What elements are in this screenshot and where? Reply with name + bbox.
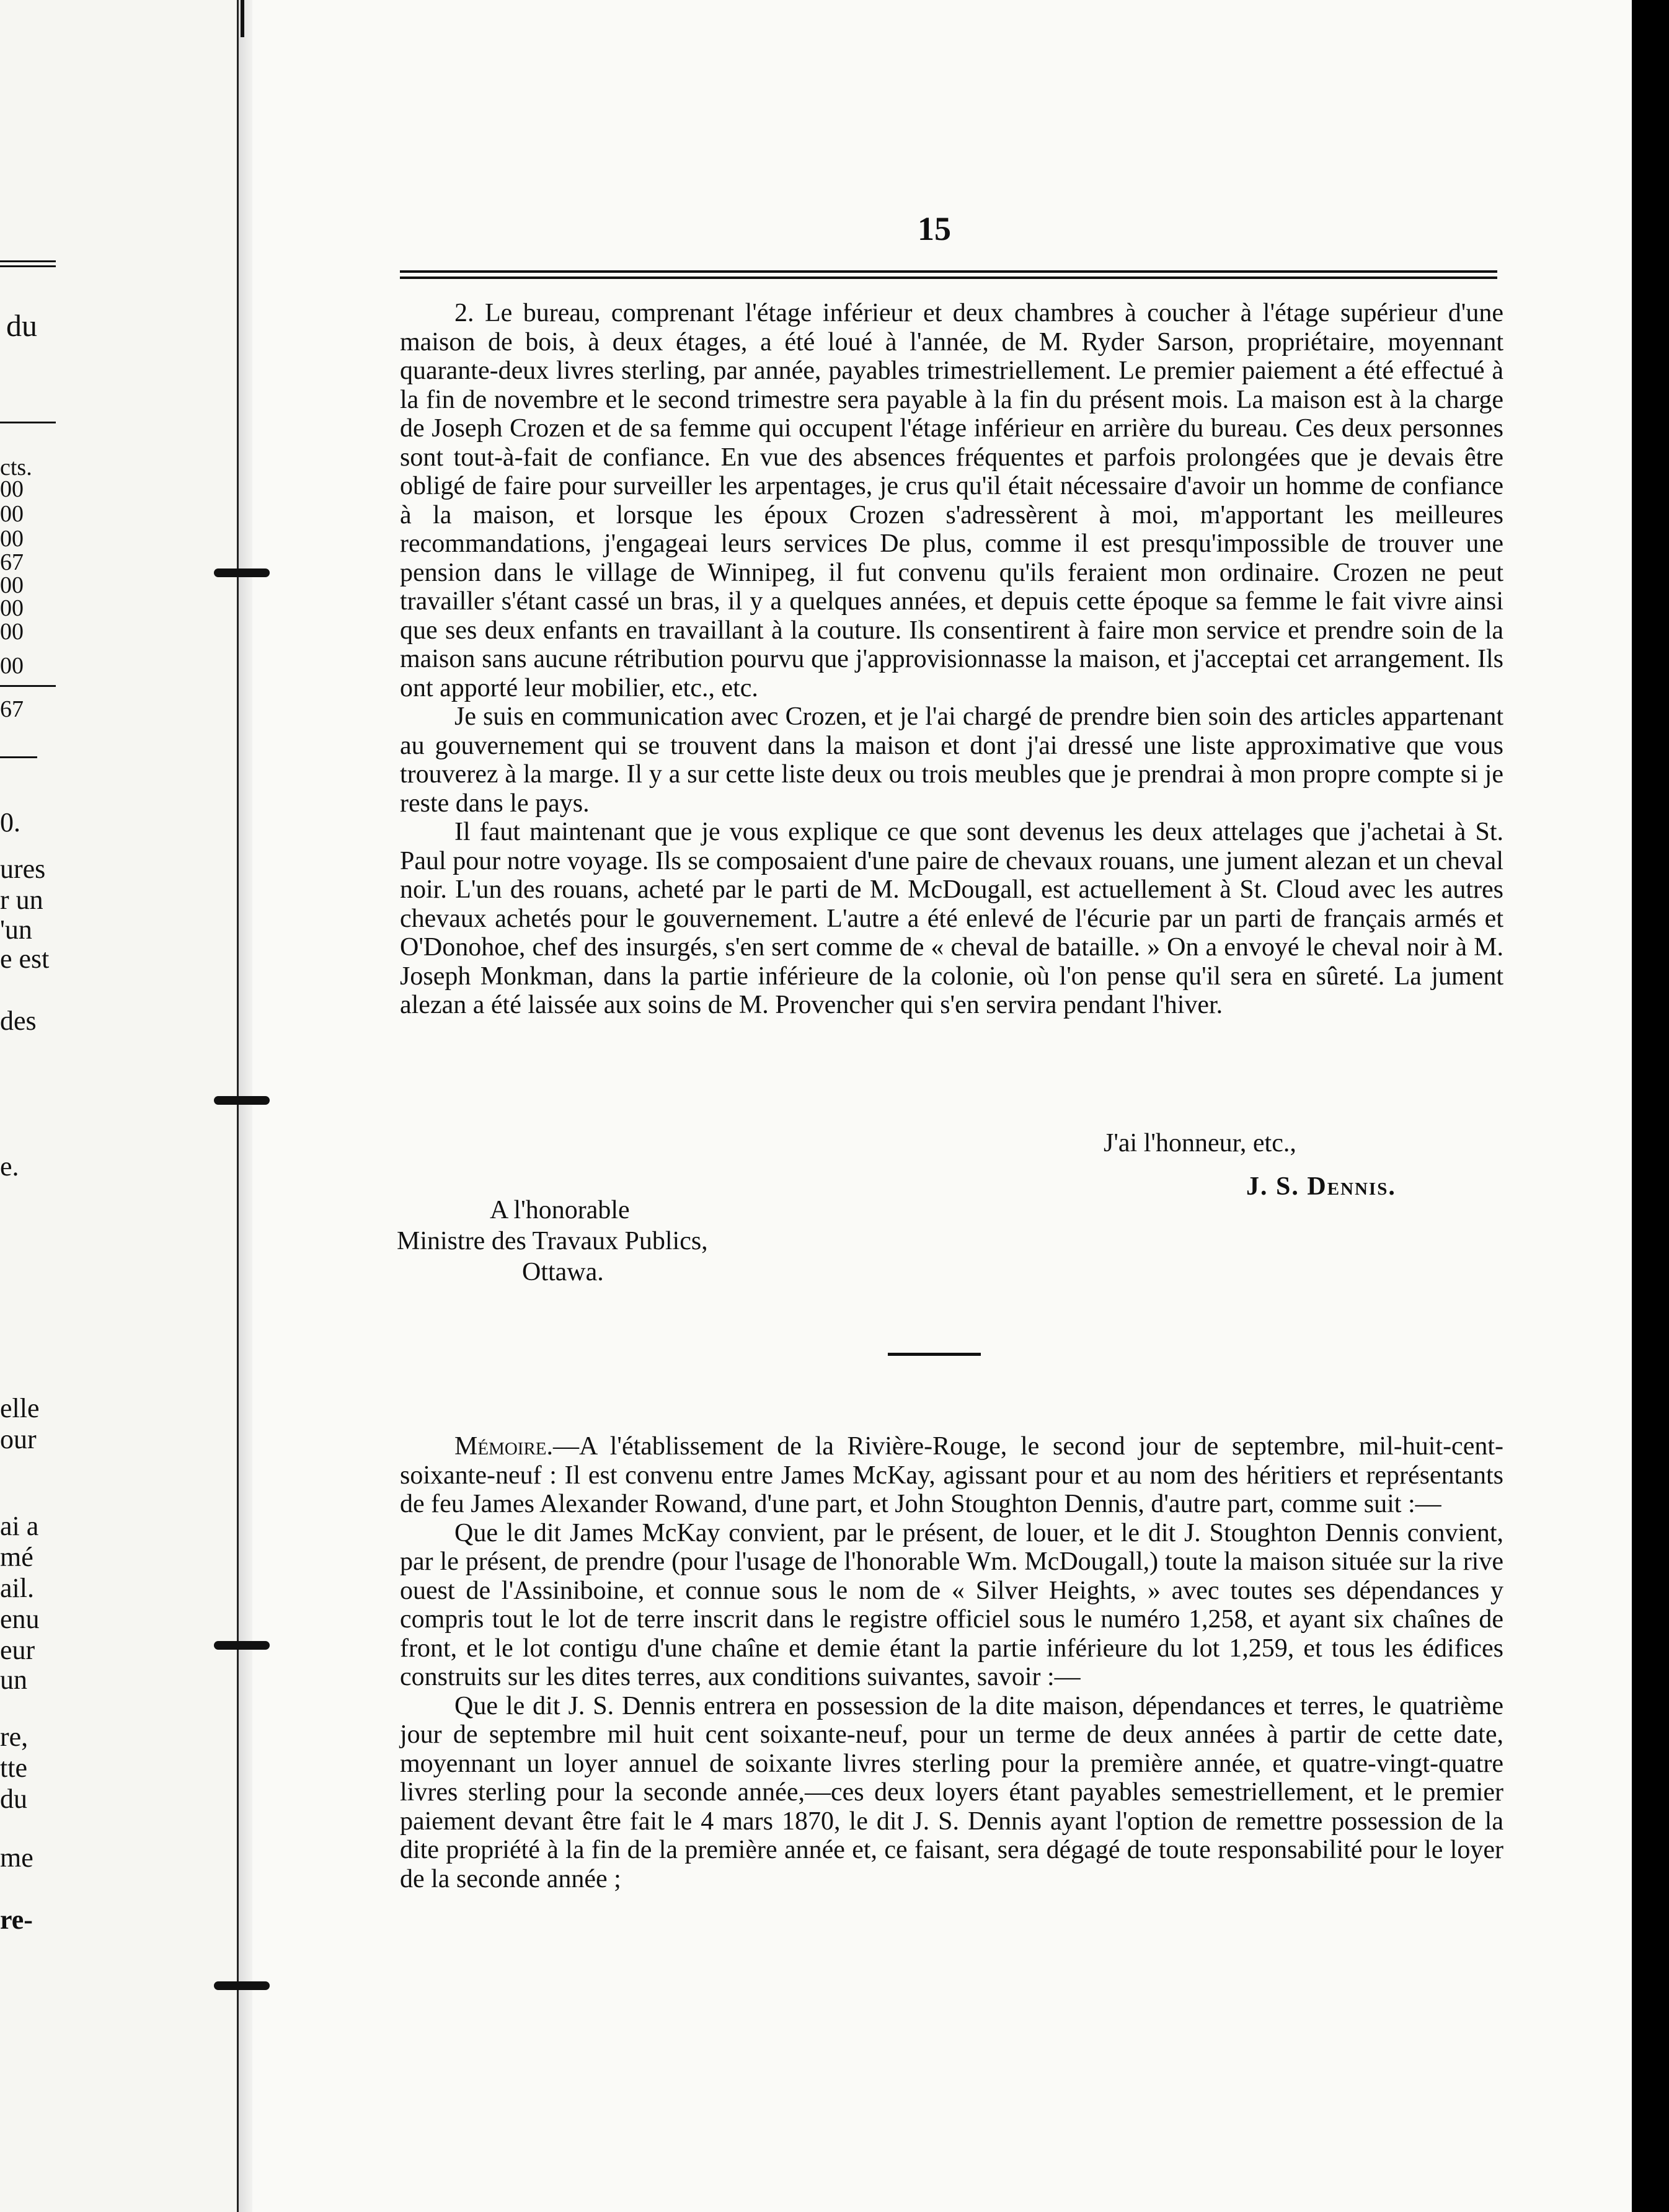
facing-page-fragment: me (0, 1843, 33, 1873)
facing-page-fragment: 'un (0, 914, 32, 945)
facing-page-rule (0, 260, 56, 267)
binding-gutter (239, 0, 252, 2212)
facing-page-fragment: our (0, 1424, 37, 1454)
facing-page-fragment: 67 (0, 549, 24, 575)
facing-page-fragment: e. (0, 1151, 19, 1182)
facing-page-fragment: enu (0, 1604, 40, 1634)
facing-page-fragment: r un (0, 885, 43, 915)
facing-page-fragment: cts. (0, 454, 32, 480)
header-rule (400, 270, 1497, 279)
binding-stitch (214, 1096, 270, 1105)
scan-border (1632, 0, 1669, 2212)
facing-page-fragment: ail. (0, 1573, 34, 1603)
page-number: 15 (918, 210, 951, 247)
facing-page-fragment: elle (0, 1393, 40, 1423)
facing-page-fragment: 00 (0, 476, 24, 502)
facing-page-fragment: tte (0, 1753, 27, 1783)
facing-page-rule (0, 685, 56, 688)
facing-page-strip (0, 0, 239, 2212)
address-line: A l'honorable (490, 1196, 630, 1224)
letter-body (400, 299, 1503, 1020)
facing-page-fragment: 00 (0, 501, 24, 527)
facing-page-fragment: 00 (0, 595, 24, 621)
facing-page-fragment: du (0, 1784, 27, 1814)
memoire-body (400, 1432, 1503, 1893)
signature: J. S. Dennis. (1246, 1172, 1396, 1201)
facing-page-fragment: ai a (0, 1511, 39, 1541)
binding-stitch (214, 1641, 270, 1650)
facing-page-fragment: 0. (0, 807, 20, 838)
facing-page-rule (0, 422, 56, 425)
facing-page-fragment: re- (0, 1905, 33, 1935)
memoire-heading: Mémoire. (454, 1432, 554, 1461)
binding-stitch (214, 1981, 270, 1990)
facing-page-fragment: 67 (0, 696, 24, 722)
facing-page-fragment: du (6, 308, 37, 343)
letter-paragraph: Je suis en communication avec Crozen, et je l'ai chargé de prendre bien soin des articles appartenant au gouvernement qui se trouvent dans la maison et dont j'ai dressé une liste approximative que vous trouverez à la marge. Il y a sur cette liste deux ou trois meubles que je prendrai à mon propre compte si je reste dans le pays. (400, 702, 1503, 818)
address-line: Ministre des Travaux Publics, (397, 1227, 708, 1255)
binding-stitch (214, 568, 270, 577)
memoire-paragraph (400, 1432, 1503, 1519)
facing-page-fragment: 00 (0, 653, 24, 679)
facing-page-fragment: 00 (0, 572, 24, 598)
facing-page-fragment: ures (0, 854, 46, 884)
facing-page-fragment: 00 (0, 526, 24, 552)
facing-page-fragment: des (0, 1006, 37, 1036)
memoire-opening: —A l'établissement de la Rivière-Rouge, le second jour de septembre, mil-huit-cent-soixante-neuf : Il est convenu entre James McKay, agissant pour et au nom des héritiers et représentants de feu James Alexander Rowand, d'une part, et John Stoughton Dennis, d'autre part, comme suit :— (400, 1432, 1503, 1518)
facing-page-fragment: re, (0, 1722, 29, 1752)
facing-page-fragment: un (0, 1665, 27, 1695)
closing-formula: J'ai l'honneur, etc., (1104, 1129, 1296, 1157)
memoire-paragraph: Que le dit J. S. Dennis entrera en possession de la dite maison, dépendances et terres, le quatrième jour de septembre mil huit cent soixante-neuf, pour un terme de deux années à partir de cette date, moyennant un loyer annuel de soixante livres sterling pour la première année, et quatre-vingt-quatre livres sterling pour la seconde année,—ces deux loyers étant payables semestriellement, et le premier paiement devant être fait le 4 mars 1870, le dit J. S. Dennis ayant l'option de remettre possession de la dite propriété à la fin de la première année et, ce faisant, sera dégagé de toute responsabilité pour le loyer de la seconde année ; (400, 1691, 1503, 1893)
facing-page-fragment: e est (0, 944, 50, 974)
facing-page-rule (0, 756, 37, 759)
address-line: Ottawa. (522, 1258, 604, 1286)
facing-page-fragment: mé (0, 1542, 33, 1572)
section-divider (888, 1353, 981, 1356)
letter-paragraph: 2. Le bureau, comprenant l'étage inférieur et deux chambres à coucher à l'étage supérieur d'une maison de bois, à deux étages, a été loué à l'année, de M. Ryder Sarson, propriétaire, moyennant quarante-deux livres sterling, par année, payables trimestriellement. Le premier paiement a été effectué à la fin de novembre et le second trimestre sera payable à la fin du présent mois. La maison est à la charge de Joseph Crozen et de sa femme qui occupent l'étage inférieur en arrière du bureau. Ces deux personnes sont tout-à-fait de confiance. En vue des absences fréquentes et parfois prolongées que je devais être obligé de faire pour surveiller les arpentages, je crus qu'il était nécessaire d'avoir un homme de confiance à la maison, et lorsque les époux Crozen s'adressèrent à moi, m'apportant les meilleures recommandations, j'engageai leurs services De plus, comme il est presqu'impossible de trouver une pension dans le village de Winnipeg, il fut convenu qu'ils feraient mon ordinaire. Crozen ne peut travailler s'étant cassé un bras, il y a quelques années, et depuis cette époque sa femme le fait vivre ainsi que ses deux enfants en travaillant à la couture. Ils consentirent à faire mon service et prendre soin de la maison sans aucune rétribution pourvu que j'approvisionnasse la maison, et j'acceptai cet arrangement. Ils ont apporté leur mobilier, etc., etc. (400, 299, 1503, 702)
facing-page-fragment: eur (0, 1635, 35, 1665)
facing-page-fragment: 00 (0, 619, 24, 645)
memoire-paragraph: Que le dit James McKay convient, par le présent, de louer, et le dit J. Stoughton Dennis convient, par le présent, de prendre (pour l'usage de l'honorable Wm. McDougall,) toute la maison située sur la rive ouest de l'Assiniboine, et connue sous le nom de « Silver Heights, » avec toutes ses dépendances y compris tout le lot de terre inscrit dans le registre officiel sous le numéro 1,258, et ayant six chaînes de front, et le lot contigu d'une chaîne et demie étant la partie inférieure du lot 1,259, et tous les édifices construits sur les dites terres, aux conditions suivantes, savoir :— (400, 1518, 1503, 1691)
letter-paragraph: Il faut maintenant que je vous explique ce que sont devenus les deux attelages que j'achetai à St. Paul pour notre voyage. Ils se composaient d'une paire de chevaux rouans, une jument alezan et un cheval noir. L'un des rouans, acheté par le parti de M. McDougall, est actuellement à St. Cloud avec les autres chevaux achetés pour le gouvernement. L'autre a été enlevé de l'écurie par un parti de français armés et O'Donohoe, chef des insurgés, s'en sert comme de « cheval de bataille. » On a envoyé le cheval noir à M. Joseph Monkman, dans la partie inférieure de la colonie, où l'on pense qu'il sera en sûreté. La jument alezan a été laissée aux soins de M. Provencher qui s'en servira pendant l'hiver. (400, 818, 1503, 1019)
binding-stitch (241, 0, 244, 37)
